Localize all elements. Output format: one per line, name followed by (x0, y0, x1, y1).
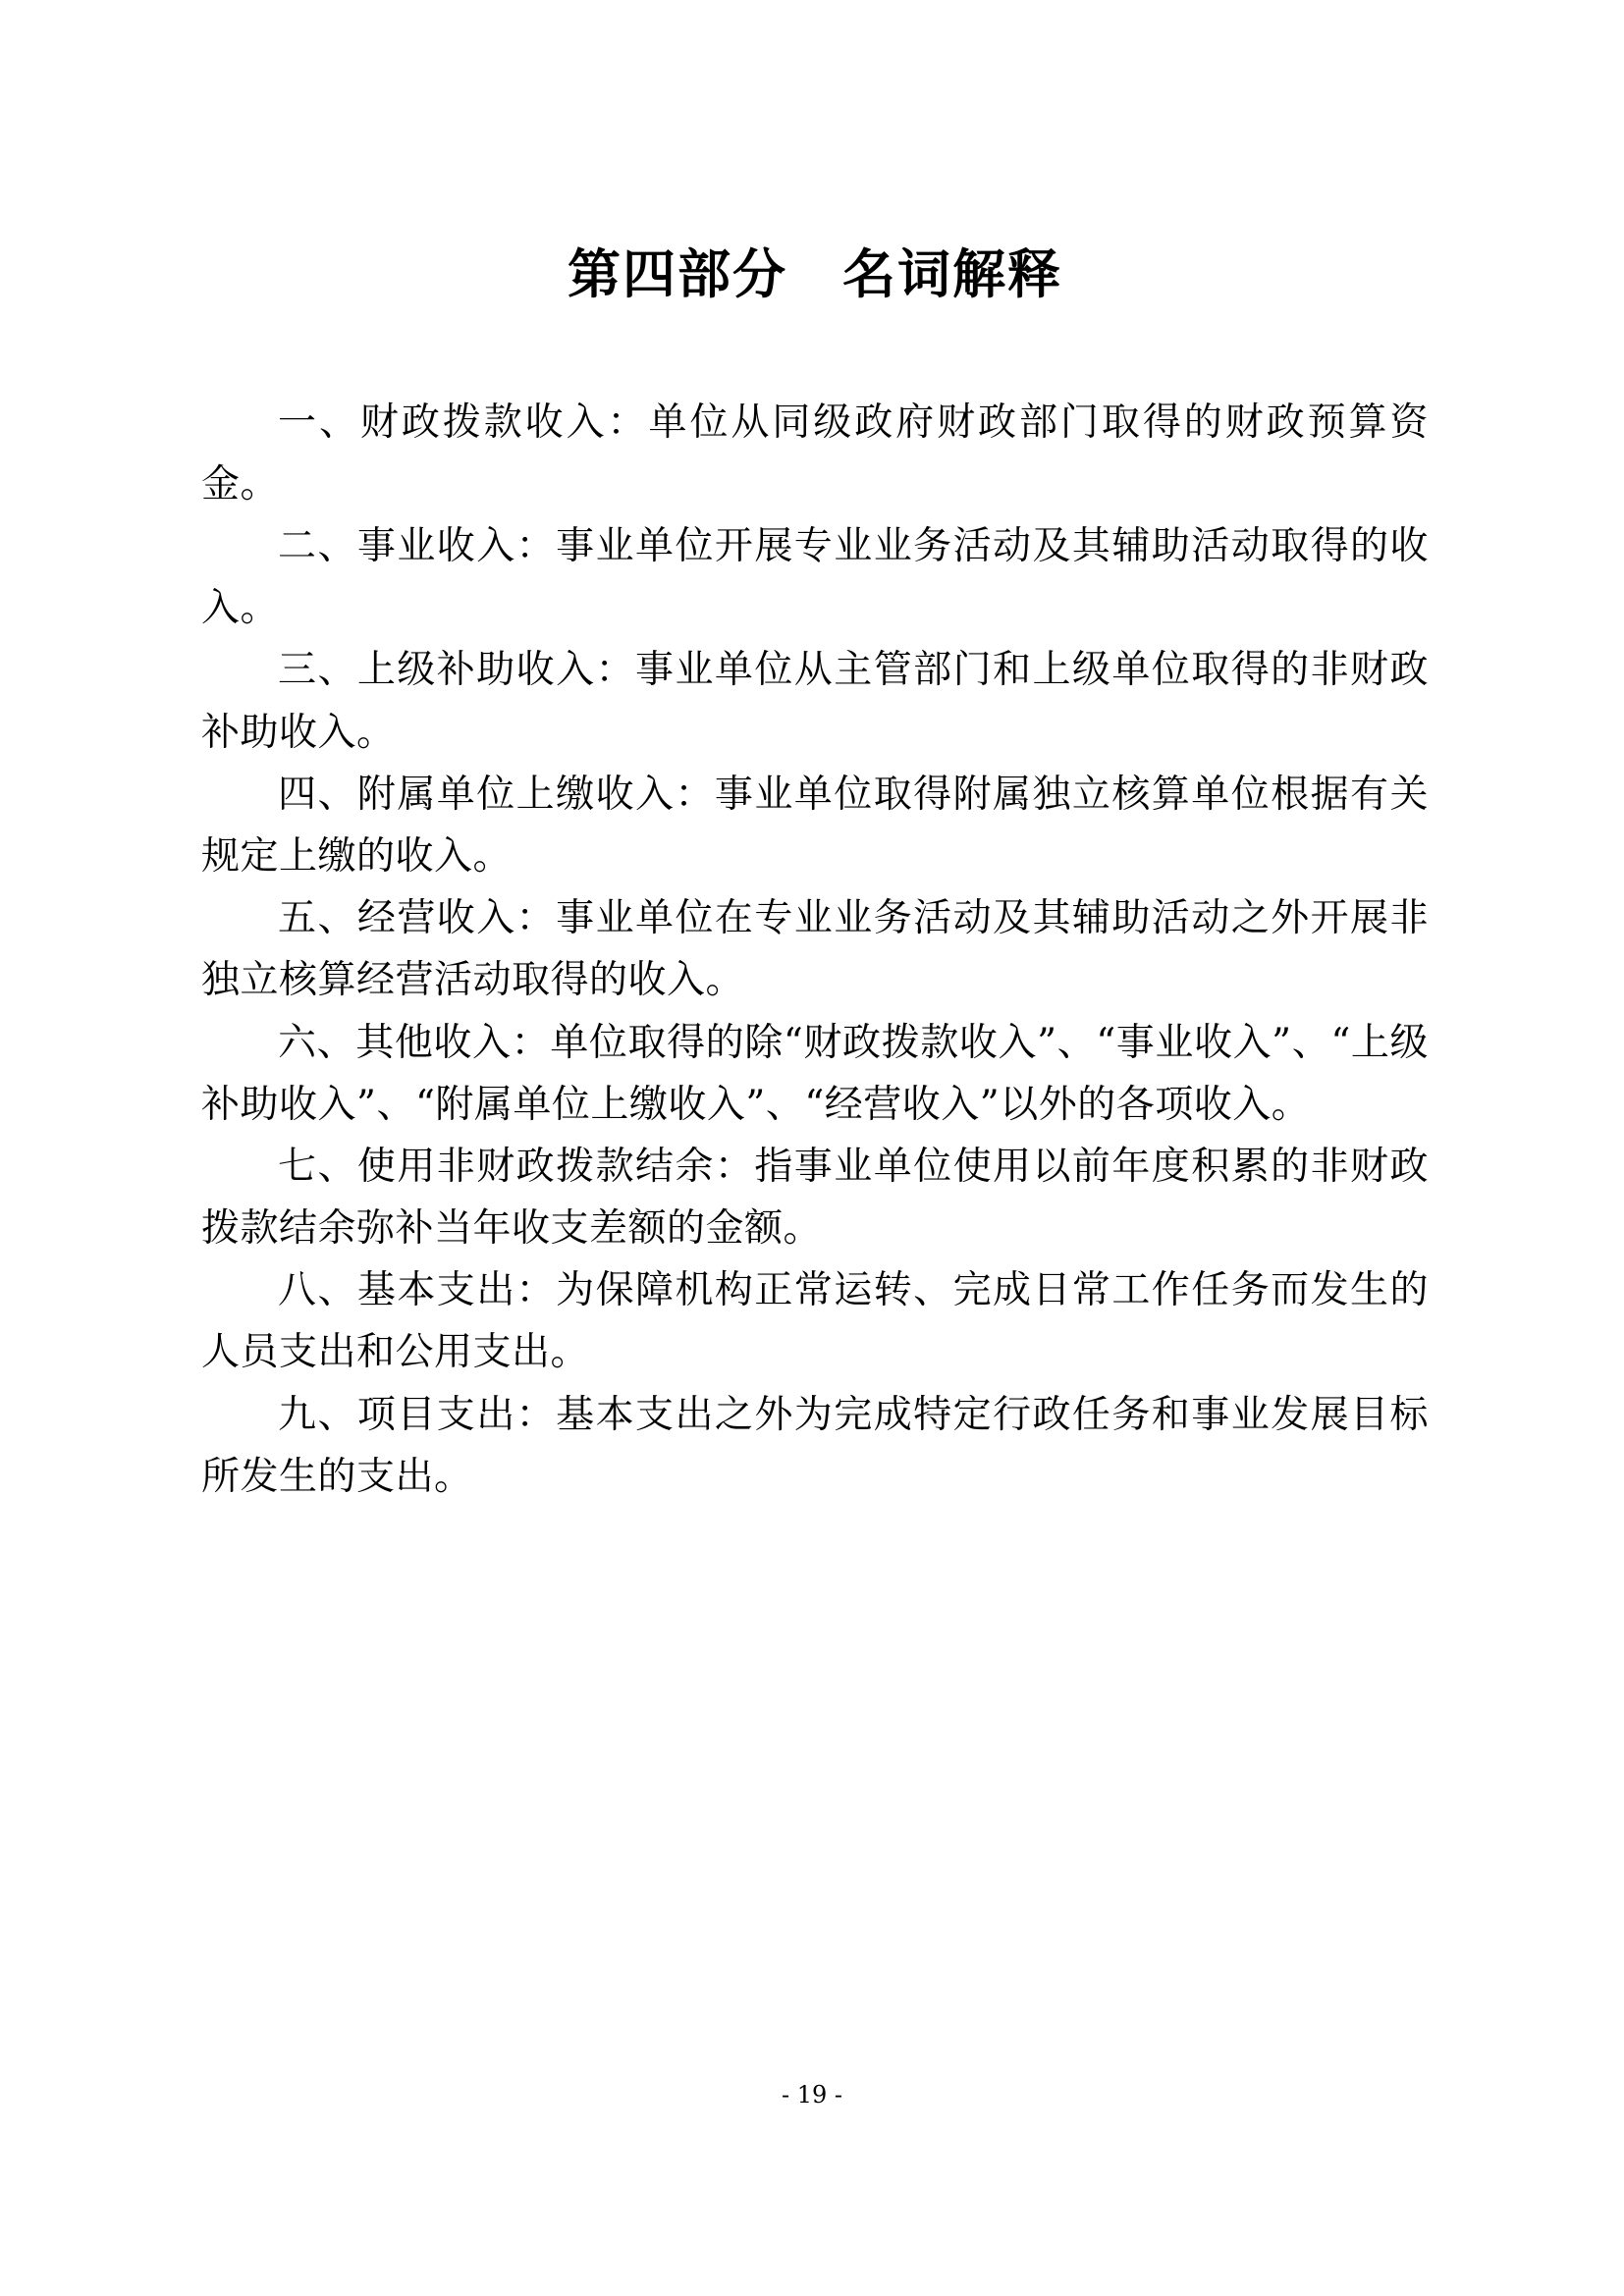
page-title: 第四部分 名词解释 (568, 243, 1062, 305)
definition-item-4: 四、附属单位上缴收入：事业单位取得附属独立核算单位根据有关规定上缴的收入。 (201, 772, 1429, 879)
definition-item-7: 七、使用非财政拨款结余：指事业单位使用以前年度积累的非财政拨款结余弥补当年收支差额的金额。 (201, 1144, 1429, 1252)
page-number: - 19 - (781, 2081, 842, 2109)
definitions-list (201, 392, 1429, 1508)
definition-item-5: 五、经营收入：事业单位在专业业务活动及其辅助活动之外开展非独立核算经营活动取得的收入。 (201, 896, 1429, 1003)
definition-item-6: 六、其他收入：单位取得的除“财政拨款收入”、“事业收入”、“上级补助收入”、“附属单位上缴收入”、“经营收入”以外的各项收入。 (201, 1020, 1429, 1127)
definition-item-3: 三、上级补助收入：事业单位从主管部门和上级单位取得的非财政补助收入。 (201, 648, 1429, 755)
definition-item-1: 一、财政拨款收入：单位从同级政府财政部门取得的财政预算资金。 (201, 400, 1429, 507)
page-content (201, 0, 1429, 2296)
definition-item-9: 九、项目支出：基本支出之外为完成特定行政任务和事业发展目标所发生的支出。 (201, 1392, 1429, 1499)
definition-item-2: 二、事业收入：事业单位开展专业业务活动及其辅助活动取得的收入。 (201, 524, 1429, 631)
definition-item-8: 八、基本支出：为保障机构正常运转、完成日常工作任务而发生的人员支出和公用支出。 (201, 1268, 1429, 1375)
